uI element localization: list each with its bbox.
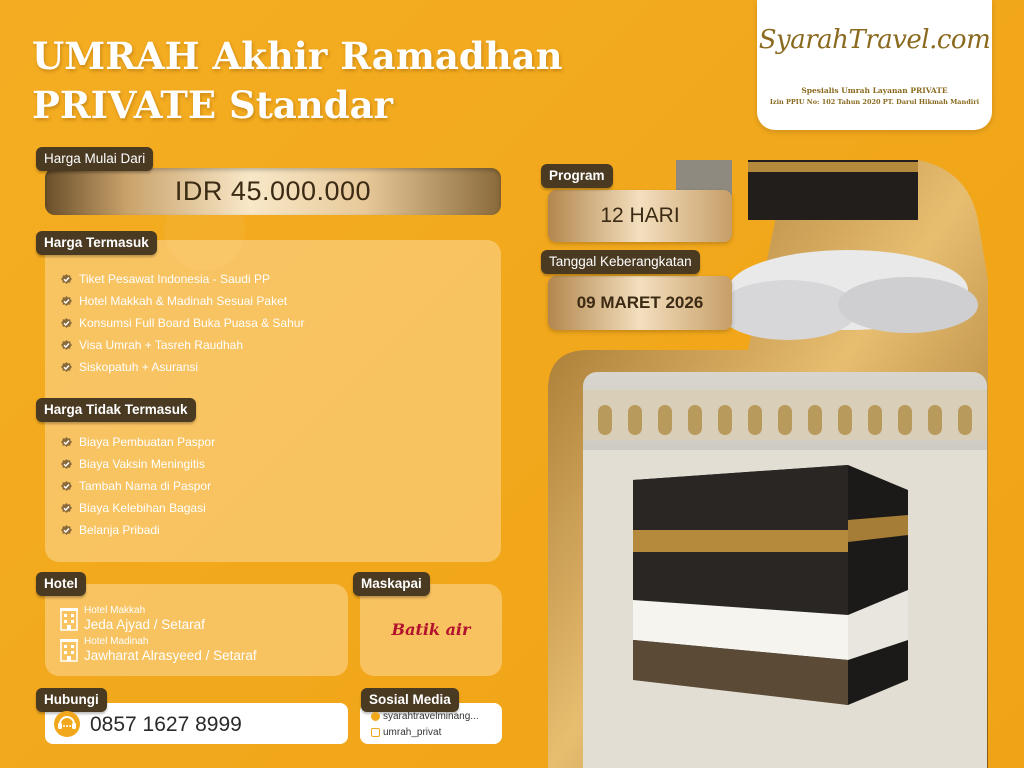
check-icon: [60, 295, 73, 308]
title-line-2: PRIVATE Standar: [32, 83, 394, 127]
program-box: [548, 190, 732, 242]
price-bar: [45, 168, 501, 215]
brand-logo: SyarahTravel.com: [758, 25, 991, 55]
check-icon: [60, 436, 73, 449]
contact-label: Hubungi: [36, 688, 107, 712]
excluded-list: [60, 431, 215, 541]
program-label: Program: [541, 164, 613, 188]
list-item: Tambah Nama di Paspor: [60, 475, 215, 497]
check-icon: [60, 273, 73, 286]
list-item: Biaya Vaksin Meningitis: [60, 453, 215, 475]
social-label: Sosial Media: [361, 688, 459, 712]
included-list: [60, 268, 304, 378]
page-title: [32, 32, 592, 130]
brand-logo-card: [757, 0, 992, 130]
price-label: Harga Mulai Dari: [36, 147, 153, 171]
list-item: Siskopatuh + Asuransi: [60, 356, 304, 378]
price-value: IDR 45.000.000: [174, 176, 372, 206]
list-item: Hotel Makkah & Madinah Sesuai Paket: [60, 290, 304, 312]
departure-box: [548, 276, 732, 330]
hotel-city: Hotel Madinah: [84, 636, 149, 647]
phone-number[interactable]: 0857 1627 8999: [90, 713, 242, 736]
hotel-makkah: [60, 605, 205, 635]
hotel-label: Hotel: [36, 572, 86, 596]
excluded-label: Harga Tidak Termasuk: [36, 398, 196, 422]
list-item: Konsumsi Full Board Buka Puasa & Sahur: [60, 312, 304, 334]
instagram-link[interactable]: umrah_privat: [371, 727, 441, 738]
title-line-1: UMRAH Akhir Ramadhan: [32, 34, 563, 78]
check-icon: [60, 317, 73, 330]
building-icon: [60, 638, 78, 666]
airline-label: Maskapai: [353, 572, 430, 596]
check-icon: [60, 502, 73, 515]
facebook-icon: [371, 712, 380, 721]
hotel-madinah: [60, 636, 257, 666]
check-icon: [60, 458, 73, 471]
included-label: Harga Termasuk: [36, 231, 157, 255]
departure-label: Tanggal Keberangkatan: [541, 250, 700, 274]
list-item: Biaya Pembuatan Paspor: [60, 431, 215, 453]
check-icon: [60, 480, 73, 493]
departure-value: 09 MARET 2026: [576, 293, 704, 312]
hotel-name: Jawharat Alrasyeed / Setaraf: [84, 648, 257, 663]
list-item: Belanja Pribadi: [60, 519, 215, 541]
hotel-name: Jeda Ajyad / Setaraf: [84, 617, 205, 632]
list-item: Visa Umrah + Tasreh Raudhah: [60, 334, 304, 356]
check-icon: [60, 361, 73, 374]
building-icon: [60, 607, 78, 635]
list-item: Tiket Pesawat Indonesia - Saudi PP: [60, 268, 304, 290]
batik-air-logo: Batik air: [391, 620, 471, 639]
check-icon: [60, 524, 73, 537]
phone-support-icon: [52, 709, 82, 743]
list-item: Biaya Kelebihan Bagasi: [60, 497, 215, 519]
facebook-link[interactable]: syarahtravelminang...: [371, 711, 479, 722]
hotel-city: Hotel Makkah: [84, 605, 146, 616]
brand-tagline: Spesialis Umrah Layanan PRIVATE: [801, 86, 948, 95]
program-value: 12 HARI: [600, 204, 680, 227]
instagram-icon: [371, 728, 380, 737]
check-icon: [60, 339, 73, 352]
brand-license: Izin PPIU No: 102 Tahun 2020 PT. Darul Hikmah Mandiri: [769, 98, 980, 106]
